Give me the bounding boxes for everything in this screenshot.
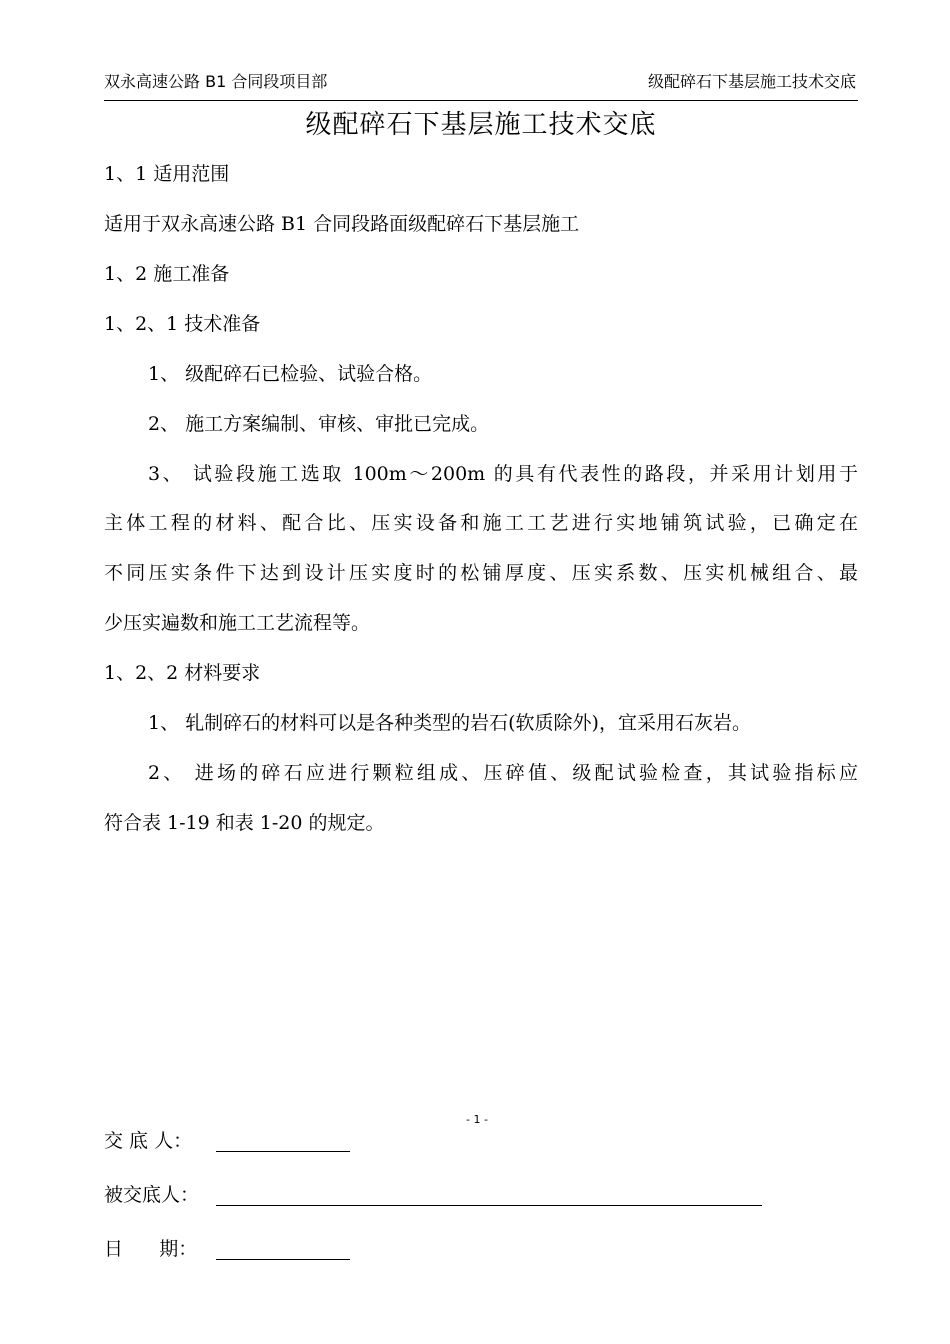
page-number: - 1 - xyxy=(466,1113,488,1126)
receiver-label: 被交底人： xyxy=(104,1184,200,1206)
page-header xyxy=(104,66,858,101)
section-heading-material-requirements: 1、2、2 材料要求 xyxy=(104,662,261,684)
material-item-2-line-2: 符合表 1-19 和表 1-20 的规定。 xyxy=(104,812,385,834)
technical-item-3-line-2: 主体工程的材料、配合比、压实设备和施工工艺进行实地铺筑试验，已确定在 xyxy=(104,512,858,534)
material-item-1: 1、 轧制碎石的材料可以是各种类型的岩石(软质除外)，宜采用石灰岩。 xyxy=(148,712,751,734)
technical-item-3-line-4: 少压实遍数和施工工艺流程等。 xyxy=(104,612,371,634)
section-heading-preparation: 1、2 施工准备 xyxy=(104,263,230,285)
material-item-2-line-1: 2、 进场的碎石应进行颗粒组成、压碎值、级配试验检查，其试验指标应 xyxy=(148,762,858,784)
section-heading-scope: 1、1 适用范围 xyxy=(104,163,230,185)
handover-person-signature-line xyxy=(216,1150,350,1152)
scope-text: 适用于双永高速公路 B1 合同段路面级配碎石下基层施工 xyxy=(104,213,580,235)
section-heading-technical-preparation: 1、2、1 技术准备 xyxy=(104,313,261,335)
date-label: 日 期： xyxy=(104,1238,198,1260)
handover-person-label: 交 底 人： xyxy=(104,1130,193,1152)
technical-item-1: 1、 级配碎石已检验、试验合格。 xyxy=(148,363,433,385)
date-signature-line xyxy=(216,1258,350,1260)
document-title: 级配碎石下基层施工技术交底 xyxy=(305,110,657,140)
technical-item-2: 2、 施工方案编制、审核、审批已完成。 xyxy=(148,413,490,435)
header-document-name: 级配碎石下基层施工技术交底 xyxy=(647,72,856,91)
technical-item-3-line-1: 3、 试验段施工选取 100m～200m 的具有代表性的路段，并采用计划用于 xyxy=(148,463,858,485)
technical-item-3-line-3: 不同压实条件下达到设计压实度时的松铺厚度、压实系数、压实机械组合、最 xyxy=(104,562,858,584)
receiver-signature-line xyxy=(216,1204,762,1206)
header-project-name: 双永高速公路 B1 合同段项目部 xyxy=(104,72,328,91)
